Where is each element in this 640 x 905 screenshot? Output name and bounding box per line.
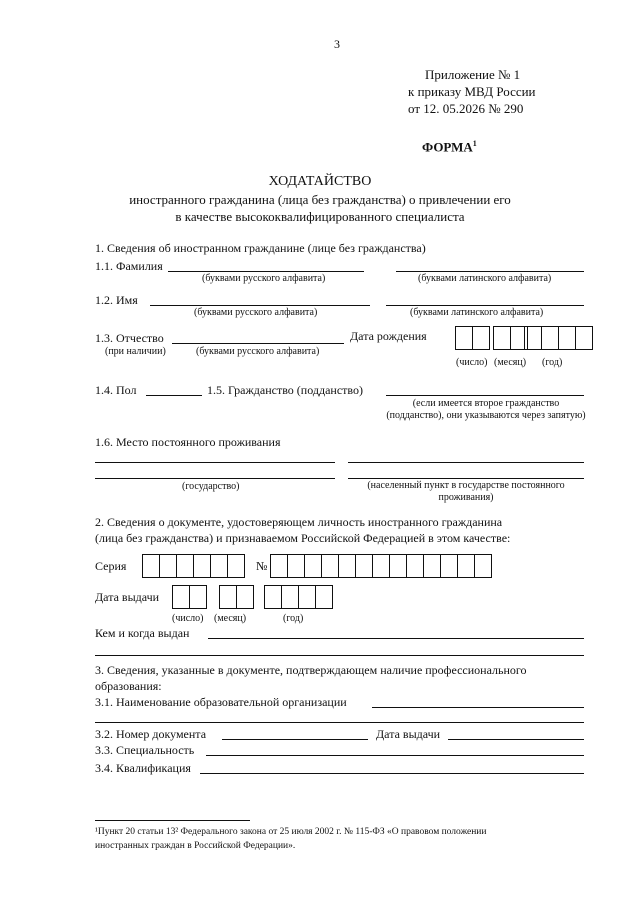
surname-lat-caption: (буквами латинского алфавита) <box>418 273 552 284</box>
section-3-heading-line-1: 3. Сведения, указанные в документе, подтверждающем наличие профессионального <box>95 663 527 677</box>
footnote-line-2: иностранных граждан в Российской Федерации». <box>95 841 296 851</box>
issued-by-field[interactable] <box>208 638 584 639</box>
institution-field-2[interactable] <box>95 722 584 723</box>
name-ru-field[interactable] <box>150 305 370 306</box>
residence-state-field-2[interactable] <box>95 478 335 479</box>
patronymic-if-any-caption: (при наличии) <box>105 346 166 357</box>
appendix-line-2: к приказу МВД России <box>408 84 536 99</box>
section-2-heading-line-1: 2. Сведения о документе, удостоверяющем личность иностранного гражданина <box>95 515 503 529</box>
appendix-line-1: Приложение № 1 <box>425 67 521 82</box>
document-title: ХОДАТАЙСТВО <box>268 174 372 189</box>
footnote-mark: 1 <box>472 139 477 148</box>
patronymic-label: 1.3. Отчество <box>95 331 164 345</box>
name-label: 1.2. Имя <box>95 293 138 307</box>
doc-issue-year-boxes[interactable] <box>264 585 333 609</box>
footnote-line-1: ¹Пункт 20 статьи 13² Федерального закона от 25 июля 2002 г. № 115-ФЗ «О правовом положении <box>95 827 487 837</box>
diploma-issue-date-field[interactable] <box>448 739 584 740</box>
doc-number-label: 3.2. Номер документа <box>95 727 207 741</box>
section-2-heading-line-2: (лица без гражданства) и признаваемом Российской Федерацией в этом качестве: <box>95 531 511 545</box>
specialty-label: 3.3. Специальность <box>95 743 195 757</box>
surname-ru-field[interactable] <box>168 271 364 272</box>
residence-label: 1.6. Место постоянного проживания <box>95 435 281 449</box>
number-boxes[interactable] <box>270 554 492 578</box>
title-line-2: иностранного гражданина (лица без гражданства) о привлечении его <box>129 192 511 207</box>
residence-locality-caption: (населенный пункт в государстве постоянного проживания) <box>367 480 565 503</box>
institution-label: 3.1. Наименование образовательной организации <box>95 695 347 709</box>
birth-year-caption: (год) <box>542 357 563 368</box>
doc-issue-month-boxes[interactable] <box>219 585 254 609</box>
name-lat-caption: (буквами латинского алфавита) <box>410 307 544 318</box>
residence-locality-field-1[interactable] <box>348 462 584 463</box>
surname-lat-field[interactable] <box>396 271 584 272</box>
doc-number-field[interactable] <box>222 739 368 740</box>
footnote-separator <box>95 820 250 821</box>
residence-state-caption: (государство) <box>182 481 240 492</box>
sex-field[interactable] <box>146 395 202 396</box>
residence-state-field-1[interactable] <box>95 462 335 463</box>
patronymic-ru-caption: (буквами русского алфавита) <box>196 346 320 357</box>
doc-issue-year-caption: (год) <box>283 613 304 624</box>
birth-month-boxes[interactable] <box>493 326 528 350</box>
page-number: 3 <box>334 37 340 51</box>
appendix-line-3: от 12. 05.2026 № 290 <box>408 101 524 116</box>
number-label: № <box>256 559 268 573</box>
birth-day-boxes[interactable] <box>455 326 490 350</box>
series-boxes[interactable] <box>142 554 245 578</box>
qualification-label: 3.4. Квалификация <box>95 761 191 775</box>
second-citizenship-caption: (если имеется второе гражданство (подданство), они указываются через запятую) <box>386 398 586 421</box>
diploma-issue-date-label: Дата выдачи <box>376 727 441 741</box>
specialty-field[interactable] <box>206 755 584 756</box>
name-lat-field[interactable] <box>386 305 584 306</box>
birth-date-label: Дата рождения <box>350 329 427 343</box>
birth-month-caption: (месяц) <box>494 357 527 368</box>
form-label: ФОРМА$^1$ <box>422 139 477 155</box>
institution-field[interactable] <box>372 707 584 708</box>
name-ru-caption: (буквами русского алфавита) <box>194 307 318 318</box>
surname-ru-caption: (буквами русского алфавита) <box>202 273 326 284</box>
issued-by-label: Кем и когда выдан <box>95 626 190 640</box>
issued-by-field-2[interactable] <box>95 655 584 656</box>
sex-label: 1.4. Пол <box>95 383 137 397</box>
residence-locality-field-2[interactable] <box>348 478 584 479</box>
surname-label: 1.1. Фамилия <box>95 259 163 273</box>
title-line-3: в качестве высококвалифицированного специалиста <box>175 209 465 224</box>
doc-issue-day-boxes[interactable] <box>172 585 207 609</box>
doc-issue-day-caption: (число) <box>172 613 204 624</box>
citizenship-label: 1.5. Гражданство (подданство) <box>207 383 363 397</box>
doc-issue-date-label: Дата выдачи <box>95 590 160 604</box>
citizenship-field[interactable] <box>386 395 584 396</box>
birth-day-caption: (число) <box>456 357 488 368</box>
patronymic-field[interactable] <box>172 343 344 344</box>
section-1-heading: 1. Сведения об иностранном гражданине (лице без гражданства) <box>95 241 426 255</box>
qualification-field[interactable] <box>200 773 584 774</box>
series-label: Серия <box>95 559 127 573</box>
section-3-heading-line-2: образования: <box>95 679 162 693</box>
doc-issue-month-caption: (месяц) <box>214 613 247 624</box>
birth-year-boxes[interactable] <box>524 326 593 350</box>
